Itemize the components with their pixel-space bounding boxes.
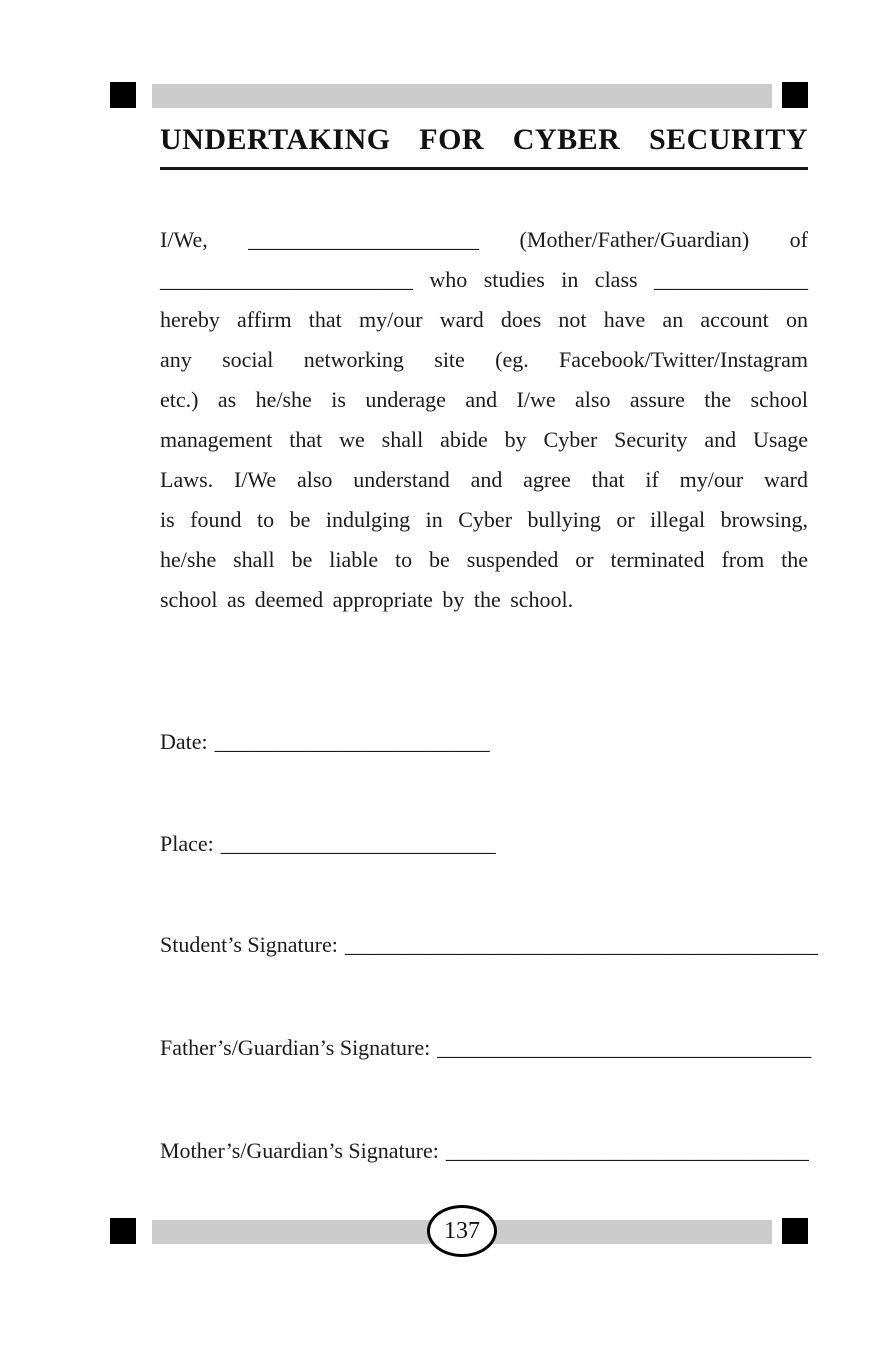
father-guardian-signature-blank-line: __________________________________: [437, 1035, 812, 1060]
page-number-badge: [427, 1205, 497, 1257]
student-signature-blank-line: ___________________________________________: [344, 932, 818, 957]
page-number: 137: [444, 1217, 480, 1244]
student-signature-label: Student’s Signature:: [160, 932, 338, 957]
place-label: Place:: [160, 831, 214, 856]
paragraph-line: management that we shall abide by Cyber Security and Usage: [160, 427, 808, 452]
place-blank-line: _________________________: [220, 831, 496, 856]
mother-guardian-signature-blank-line: _________________________________: [445, 1138, 809, 1163]
father-guardian-signature-label: Father’s/Guardian’s Signature:: [160, 1035, 431, 1060]
paragraph-line: is found to be indulging in Cyber bullying or illegal browsing,: [160, 507, 808, 532]
paragraph-line: _______________________ who studies in class ______________: [160, 267, 808, 292]
paragraph-line: school as deemed appropriate by the school.: [160, 587, 574, 612]
date-field: [160, 727, 808, 757]
header-right-square: [782, 82, 808, 108]
paragraph-line: etc.) as he/she is underage and I/we also assure the school: [160, 387, 808, 412]
father-guardian-signature-field: [160, 1033, 812, 1063]
footer-left-square: [110, 1218, 136, 1244]
header-decoration: [0, 82, 880, 110]
footer-right-square: [782, 1218, 808, 1244]
paragraph-line: Laws. I/We also understand and agree that if my/our ward: [160, 467, 808, 492]
place-field: [160, 829, 808, 859]
date-blank-line: _________________________: [214, 729, 490, 754]
footer-decoration: [0, 1218, 880, 1246]
mother-guardian-signature-label: Mother’s/Guardian’s Signature:: [160, 1138, 439, 1163]
paragraph-line: any social networking site (eg. Facebook/Twitter/Instagram: [160, 347, 808, 372]
undertaking-paragraph: [160, 220, 808, 620]
date-label: Date:: [160, 729, 208, 754]
paragraph-line: hereby affirm that my/our ward does not have an account on: [160, 307, 808, 332]
page-title: UNDERTAKING FOR CYBER SECURITY: [160, 122, 808, 170]
mother-guardian-signature-field: [160, 1136, 808, 1166]
paragraph-line: I/We, _____________________ (Mother/Father/Guardian) of: [160, 227, 808, 252]
header-gray-bar: [152, 84, 772, 108]
header-left-square: [110, 82, 136, 108]
student-signature-field: [160, 930, 818, 960]
paragraph-line: he/she shall be liable to be suspended or terminated from the: [160, 547, 808, 572]
